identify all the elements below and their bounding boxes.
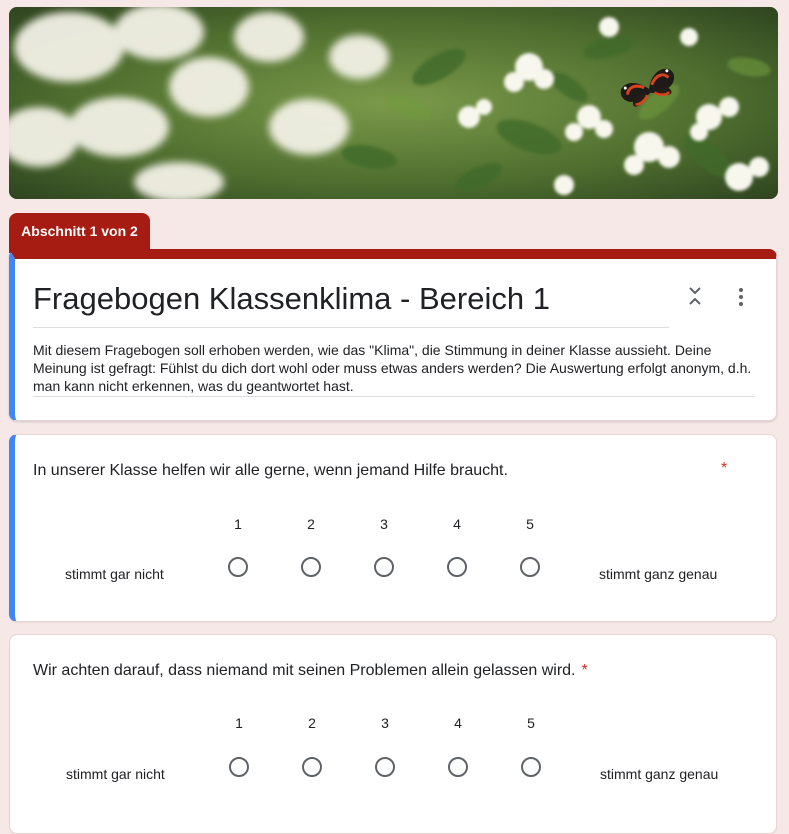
form-title[interactable]: Fragebogen Klassenklima - Bereich 1 <box>33 281 550 316</box>
radio-option-3[interactable] <box>375 757 395 777</box>
question-text <box>33 662 588 680</box>
title-underline <box>33 327 669 328</box>
question-card[interactable] <box>9 634 777 834</box>
question-text: In unserer Klasse helfen wir alle gerne, wenn jemand Hilfe braucht. <box>33 462 508 479</box>
header-image <box>9 7 778 199</box>
scale-high-label: stimmt ganz genau <box>600 766 719 782</box>
description-underline <box>33 396 755 397</box>
form-title-card[interactable] <box>9 249 777 421</box>
radio-option-4[interactable] <box>447 557 467 577</box>
scale-number: 4 <box>453 516 461 532</box>
scale-number: 5 <box>526 516 534 532</box>
radio-option-3[interactable] <box>374 557 394 577</box>
scale-number: 1 <box>234 516 242 532</box>
required-asterisk: * <box>581 662 588 679</box>
required-asterisk: * <box>721 460 728 477</box>
radio-option-2[interactable] <box>302 757 322 777</box>
radio-option-5[interactable] <box>521 757 541 777</box>
question-text-content: Wir achten darauf, dass niemand mit seinen Problemen allein gelassen wird. <box>33 662 576 679</box>
scale-high-label: stimmt ganz genau <box>599 566 718 582</box>
scale-number: 2 <box>307 516 315 532</box>
radio-option-1[interactable] <box>228 557 248 577</box>
scale-number: 3 <box>381 715 389 731</box>
more-vert-icon[interactable] <box>733 286 749 308</box>
question-card[interactable] <box>9 434 777 622</box>
radio-option-1[interactable] <box>229 757 249 777</box>
radio-option-4[interactable] <box>448 757 468 777</box>
scale-number: 3 <box>380 516 388 532</box>
radio-option-2[interactable] <box>301 557 321 577</box>
scale-number: 5 <box>527 715 535 731</box>
scale-number: 2 <box>308 715 316 731</box>
collapse-icon[interactable] <box>685 285 705 307</box>
scale-number: 1 <box>235 715 243 731</box>
scale-low-label: stimmt gar nicht <box>66 766 165 782</box>
radio-option-5[interactable] <box>520 557 540 577</box>
form-description[interactable]: Mit diesem Fragebogen soll erhoben werden, wie das "Klima", die Stimmung in deiner Klasse aussieht. Deine Meinung ist gefragt: Fühlst du dich dort wohl oder muss etwas anders werden? Die Auswertung erfolgt anonym, d.h. man kann nicht erkennen, was du geantwortet hast. <box>33 342 752 394</box>
scale-low-label: stimmt gar nicht <box>65 566 164 582</box>
scale-number: 4 <box>454 715 462 731</box>
section-tab: Abschnitt 1 von 2 <box>9 213 150 253</box>
